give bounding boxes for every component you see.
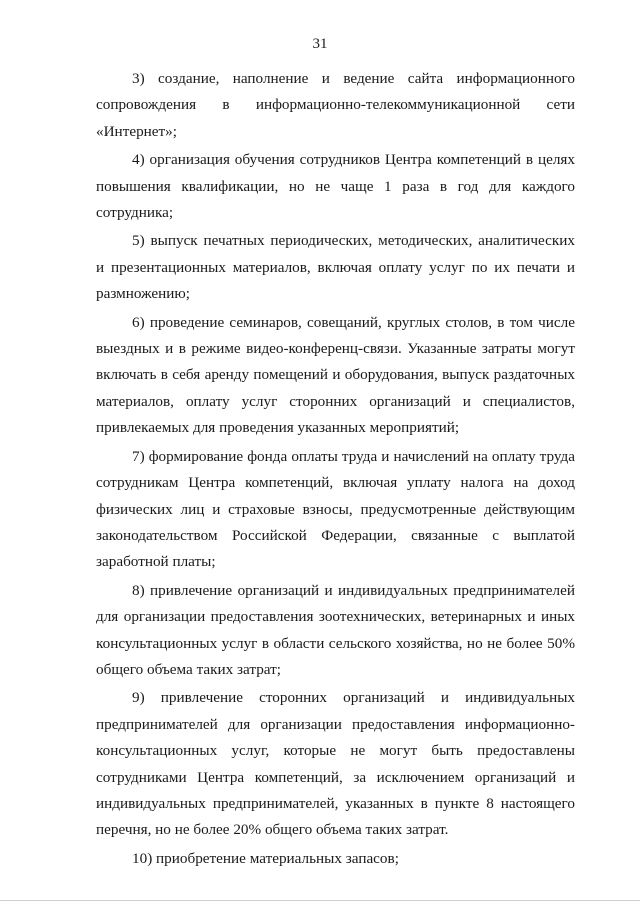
list-item-8: 8) привлечение организаций и индивидуальных предпринимателей для организации предоставления зоотехнических, ветеринарных и иных консультационных услуг в области сельского хозяйства, но не более 50% общего объема таких затрат; [96,581,575,678]
list-item-6: 6) проведение семинаров, совещаний, круглых столов, в том числе выездных и в режиме видео-конференц-связи. Указанные затраты могут включать в себя аренду помещений и оборудования, выпуск раздаточных материалов, оплату услуг сторонних организаций и специалистов, привлекаемых для проведения указанных мероприятий; [96,313,575,437]
scan-edge-line [0,900,640,901]
list-item-3: 3) создание, наполнение и ведение сайта информационного сопровождения в информационно-телекоммуникационной сети «Интернет»; [96,70,575,140]
list-item-4: 4) организация обучения сотрудников Центра компетенций в целях повышения квалификации, но не чаще 1 раза в год для каждого сотрудника; [96,151,575,222]
document-body [96,66,575,874]
list-item-7: 7) формирование фонда оплаты труда и начислений на оплату труда сотрудникам Центра компетенций, включая уплату налога на доход физических лиц и страховые взносы, предусмотренные действующим законодательством Российской Федерации, связанные с выплатой заработной платы; [96,447,575,571]
page-number: 31 [312,36,328,52]
list-item-5: 5) выпуск печатных периодических, методических, аналитических и презентационных материалов, включая оплату услуг по их печати и размножению; [96,232,575,303]
list-item-9: 9) привлечение сторонних организаций и индивидуальных предпринимателей для организации предоставления информационно-консультационных услуг, которые не могут быть предоставлены сотрудниками Центра компетенций, за исключением организаций и индивидуальных предпринимателей, указанных в пункте 8 настоящего перечня, но не более 20% общего объема таких затрат. [96,689,575,839]
list-item-10: 10) приобретение материальных запасов; [132,849,399,867]
